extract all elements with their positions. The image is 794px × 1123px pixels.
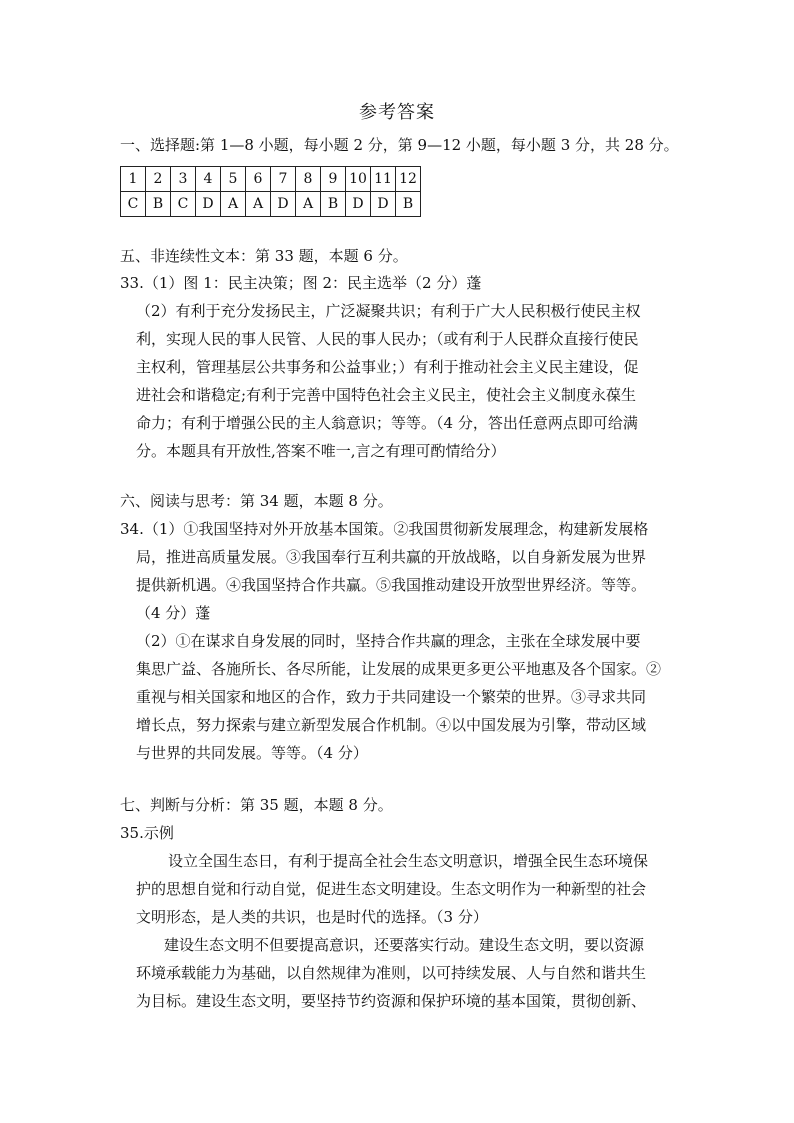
answer-line: 集思广益、各施所长、各尽所能，让发展的成果更多更公平地惠及各个国家。② <box>136 660 662 678</box>
answer-letter: B <box>321 192 346 217</box>
question-number: 3 <box>171 167 196 192</box>
answer-letter: C <box>121 192 146 217</box>
answer-table <box>120 166 421 217</box>
answer-line: 重视与相关国家和地区的合作，致力于共同建设一个繁荣的世界。③寻求共同 <box>136 688 647 706</box>
answer-line: 主权利，管理基层公共事务和公益事业；）有利于推动社会主义民主建设，促 <box>136 358 639 376</box>
answer-table-number-row <box>121 167 421 192</box>
question-number: 8 <box>296 167 321 192</box>
answer-line: （2）有利于充分发扬民主，广泛凝聚共识；有利于广大人民积极行使民主权 <box>136 302 641 320</box>
answer-letter: B <box>146 192 171 217</box>
question-number: 2 <box>146 167 171 192</box>
answer-line: 文明形态，是人类的共识，也是时代的选择。（3 分） <box>136 908 488 926</box>
answer-line: 利，实现人民的事人民管、人民的事人民办；（或有利于人民群众直接行使民 <box>136 330 639 348</box>
answer-line: 34.（1）①我国坚持对外开放基本国策。②我国贯彻新发展理念，构建新发展格 <box>120 520 649 538</box>
answer-line: 护的思想自觉和行动自觉，促进生态文明建设。生态文明作为一种新型的社会 <box>136 880 647 898</box>
question-number: 6 <box>246 167 271 192</box>
page-title: 参考答案 <box>359 102 435 123</box>
answer-line: 35.示例 <box>120 824 174 842</box>
section6-heading: 六、阅读与思考：第 34 题，本题 8 分。 <box>120 492 393 510</box>
answer-line: 与世界的共同发展。等等。（4 分） <box>136 744 368 762</box>
section5-heading: 五、非连续性文本：第 33 题，本题 6 分。 <box>120 247 408 265</box>
question-number: 1 <box>121 167 146 192</box>
answer-line: 进社会和谐稳定;有利于完善中国特色社会主义民主，使社会主义制度永葆生 <box>136 386 637 404</box>
question-number: 4 <box>196 167 221 192</box>
answer-letter: D <box>346 192 371 217</box>
answer-line: （2）①在谋求自身发展的同时，坚持合作共赢的理念，主张在全球发展中要 <box>136 632 641 650</box>
answer-line: 分。本题具有开放性,答案不唯一,言之有理可酌情给分） <box>136 442 506 460</box>
section7-heading: 七、判断与分析：第 35 题，本题 8 分。 <box>120 796 393 814</box>
question-number: 11 <box>371 167 396 192</box>
answer-line: 为目标。建设生态文明，要坚持节约资源和保护环境的基本国策，贯彻创新、 <box>136 992 647 1010</box>
answer-line: 增长点，努力探索与建立新型发展合作机制。④以中国发展为引擎，带动区域 <box>136 716 647 734</box>
answer-letter: A <box>296 192 321 217</box>
answer-letter: D <box>196 192 221 217</box>
answer-letter: D <box>271 192 296 217</box>
answer-letter: A <box>221 192 246 217</box>
question-number: 7 <box>271 167 296 192</box>
answer-line: 建设生态文明不但要提高意识，还要落实行动。建设生态文明，要以资源 <box>164 936 645 954</box>
answer-letter: D <box>371 192 396 217</box>
answer-letter: C <box>171 192 196 217</box>
answer-line: 33.（1）图 1：民主决策；图 2：民主选举（2 分）蓬 <box>120 274 482 292</box>
answer-table-answer-row <box>121 192 421 217</box>
answer-line: 局，推进高质量发展。③我国奉行互利共赢的开放战略，以自身新发展为世界 <box>136 548 647 566</box>
answer-letter: B <box>396 192 421 217</box>
answer-line: 环境承载能力为基础，以自然规律为准则，以可持续发展、人与自然和谐共生 <box>136 964 647 982</box>
answer-letter: A <box>246 192 271 217</box>
answer-line: 提供新机遇。④我国坚持合作共赢。⑤我国推动建设开放型世界经济。等等。 <box>136 576 647 594</box>
section1-heading: 一、选择题:第 1—8 小题，每小题 2 分，第 9—12 小题，每小题 3 分，共 28 分。 <box>120 136 679 154</box>
answer-line: 设立全国生态日，有利于提高全社会生态文明意识，增强全民生态环境保 <box>168 852 649 870</box>
question-number: 5 <box>221 167 246 192</box>
question-number: 12 <box>396 167 421 192</box>
answer-line: 命力；有利于增强公民的主人翁意识；等等。（4 分，答出任意两点即可给满 <box>136 414 638 432</box>
answer-line: （4 分）蓬 <box>136 604 211 622</box>
question-number: 9 <box>321 167 346 192</box>
question-number: 10 <box>346 167 371 192</box>
